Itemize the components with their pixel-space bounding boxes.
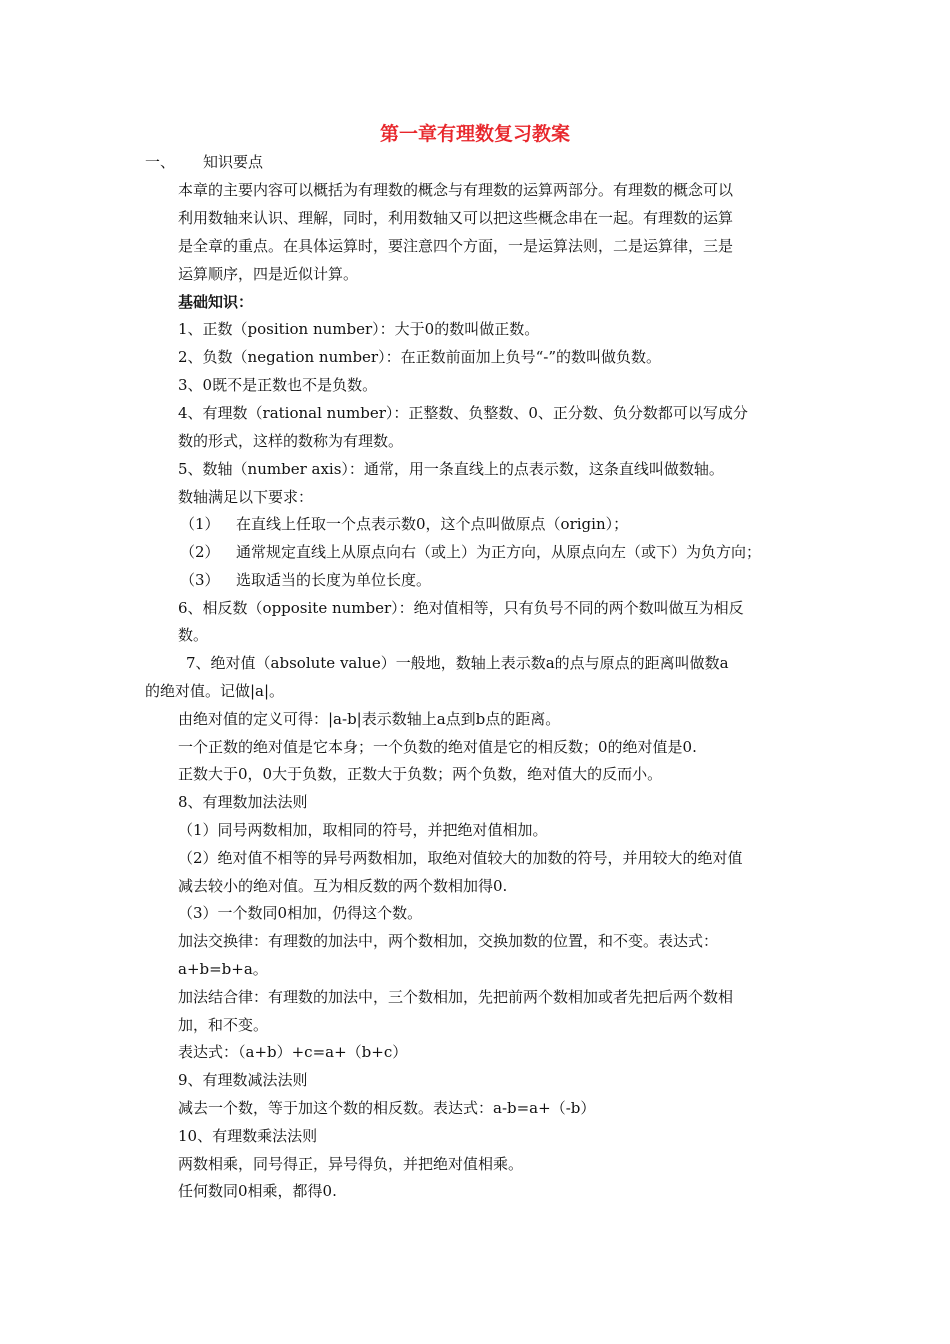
addition-rule-heading: 8、有理数加法法则 xyxy=(178,793,308,811)
item-negative: 2、负数（negation number）：在正数前面加上负号“-”的数叫做负数。 xyxy=(178,348,662,366)
page-title: 第一章有理数复习教案 xyxy=(379,123,570,145)
axis-req-2-text: 通常规定直线上从原点向右（或上）为正方向，从原点向左（或下）为负方向； xyxy=(236,543,762,561)
axis-req-2-number: （2） xyxy=(180,543,220,561)
item-absolute-line-4: 一个正数的绝对值是它本身；一个负数的绝对值是它的相反数；0的绝对值是0. xyxy=(178,738,697,756)
item-absolute-line-5: 正数大于0，0大于负数，正数大于负数；两个负数，绝对值大的反而小。 xyxy=(178,765,663,783)
associative-law-expression: 表达式：（a+b）+c=a+（b+c） xyxy=(178,1043,408,1061)
axis-req-1-number: （1） xyxy=(180,515,220,533)
axis-requirements-heading: 数轴满足以下要求： xyxy=(178,488,314,506)
item-absolute-line-3: 由绝对值的定义可得：|a-b|表示数轴上a点到b点的距离。 xyxy=(178,710,561,728)
intro-line-2: 利用数轴来认识、理解，同时，利用数轴又可以把这些概念串在一起。有理数的运算 xyxy=(178,209,734,227)
basics-heading: 基础知识： xyxy=(178,293,254,311)
addition-rule-1: （1）同号两数相加，取相同的符号，并把绝对值相加。 xyxy=(178,821,548,839)
item-rational-line-2: 数的形式，这样的数称为有理数。 xyxy=(178,432,404,450)
item-absolute-line-1: 7、绝对值（absolute value）一般地，数轴上表示数a的点与原点的距离叫做数a xyxy=(186,654,729,672)
item-zero: 3、0既不是正数也不是负数。 xyxy=(178,376,378,394)
commutative-law-line-1: 加法交换律：有理数的加法中，两个数相加，交换加数的位置，和不变。表达式： xyxy=(178,932,719,950)
associative-law-line-1: 加法结合律：有理数的加法中，三个数相加，先把前两个数相加或者先把后两个数相 xyxy=(178,988,734,1006)
multiplication-rule-heading: 10、有理数乘法法则 xyxy=(178,1127,318,1145)
addition-rule-2-line-1: （2）绝对值不相等的异号两数相加，取绝对值较大的加数的符号，并用较大的绝对值 xyxy=(178,849,743,867)
item-number-axis: 5、数轴（number axis）：通常，用一条直线上的点表示数，这条直线叫做数轴。 xyxy=(178,460,724,478)
item-positive: 1、正数（position number）：大于0的数叫做正数。 xyxy=(178,320,540,338)
item-opposite-line-2: 数。 xyxy=(178,626,209,644)
intro-line-1: 本章的主要内容可以概括为有理数的概念与有理数的运算两部分。有理数的概念可以 xyxy=(178,181,734,199)
item-absolute-line-2: 的绝对值。记做|a|。 xyxy=(145,682,285,700)
axis-req-3-text: 选取适当的长度为单位长度。 xyxy=(236,571,432,589)
section-heading: 知识要点 xyxy=(203,153,264,171)
associative-law-line-2: 加，和不变。 xyxy=(178,1016,269,1034)
multiplication-rule-2: 任何数同0相乘，都得0. xyxy=(178,1182,337,1200)
subtraction-rule-heading: 9、有理数减法法则 xyxy=(178,1071,308,1089)
commutative-law-line-2: a+b=b+a。 xyxy=(178,960,268,978)
intro-line-3: 是全章的重点。在具体运算时，要注意四个方面，一是运算法则，二是运算律，三是 xyxy=(178,237,734,255)
item-rational-line-1: 4、有理数（rational number）：正整数、负整数、0、正分数、负分数都可以写成分 xyxy=(178,404,748,422)
section-number: 一、 xyxy=(145,153,176,171)
multiplication-rule-1: 两数相乘，同号得正，异号得负，并把绝对值相乘。 xyxy=(178,1155,524,1173)
axis-req-1-text: 在直线上任取一个点表示数0，这个点叫做原点（origin）； xyxy=(236,515,629,533)
axis-req-3-number: （3） xyxy=(180,571,220,589)
item-opposite-line-1: 6、相反数（opposite number）：绝对值相等，只有负号不同的两个数叫做互为相反 xyxy=(178,599,744,617)
addition-rule-2-line-2: 减去较小的绝对值。互为相反数的两个数相加得0. xyxy=(178,877,508,895)
subtraction-rule-text: 减去一个数，等于加这个数的相反数。表达式：a-b=a+（-b） xyxy=(178,1099,596,1117)
intro-line-4: 运算顺序，四是近似计算。 xyxy=(178,265,359,283)
addition-rule-3: （3）一个数同0相加，仍得这个数。 xyxy=(178,904,423,922)
